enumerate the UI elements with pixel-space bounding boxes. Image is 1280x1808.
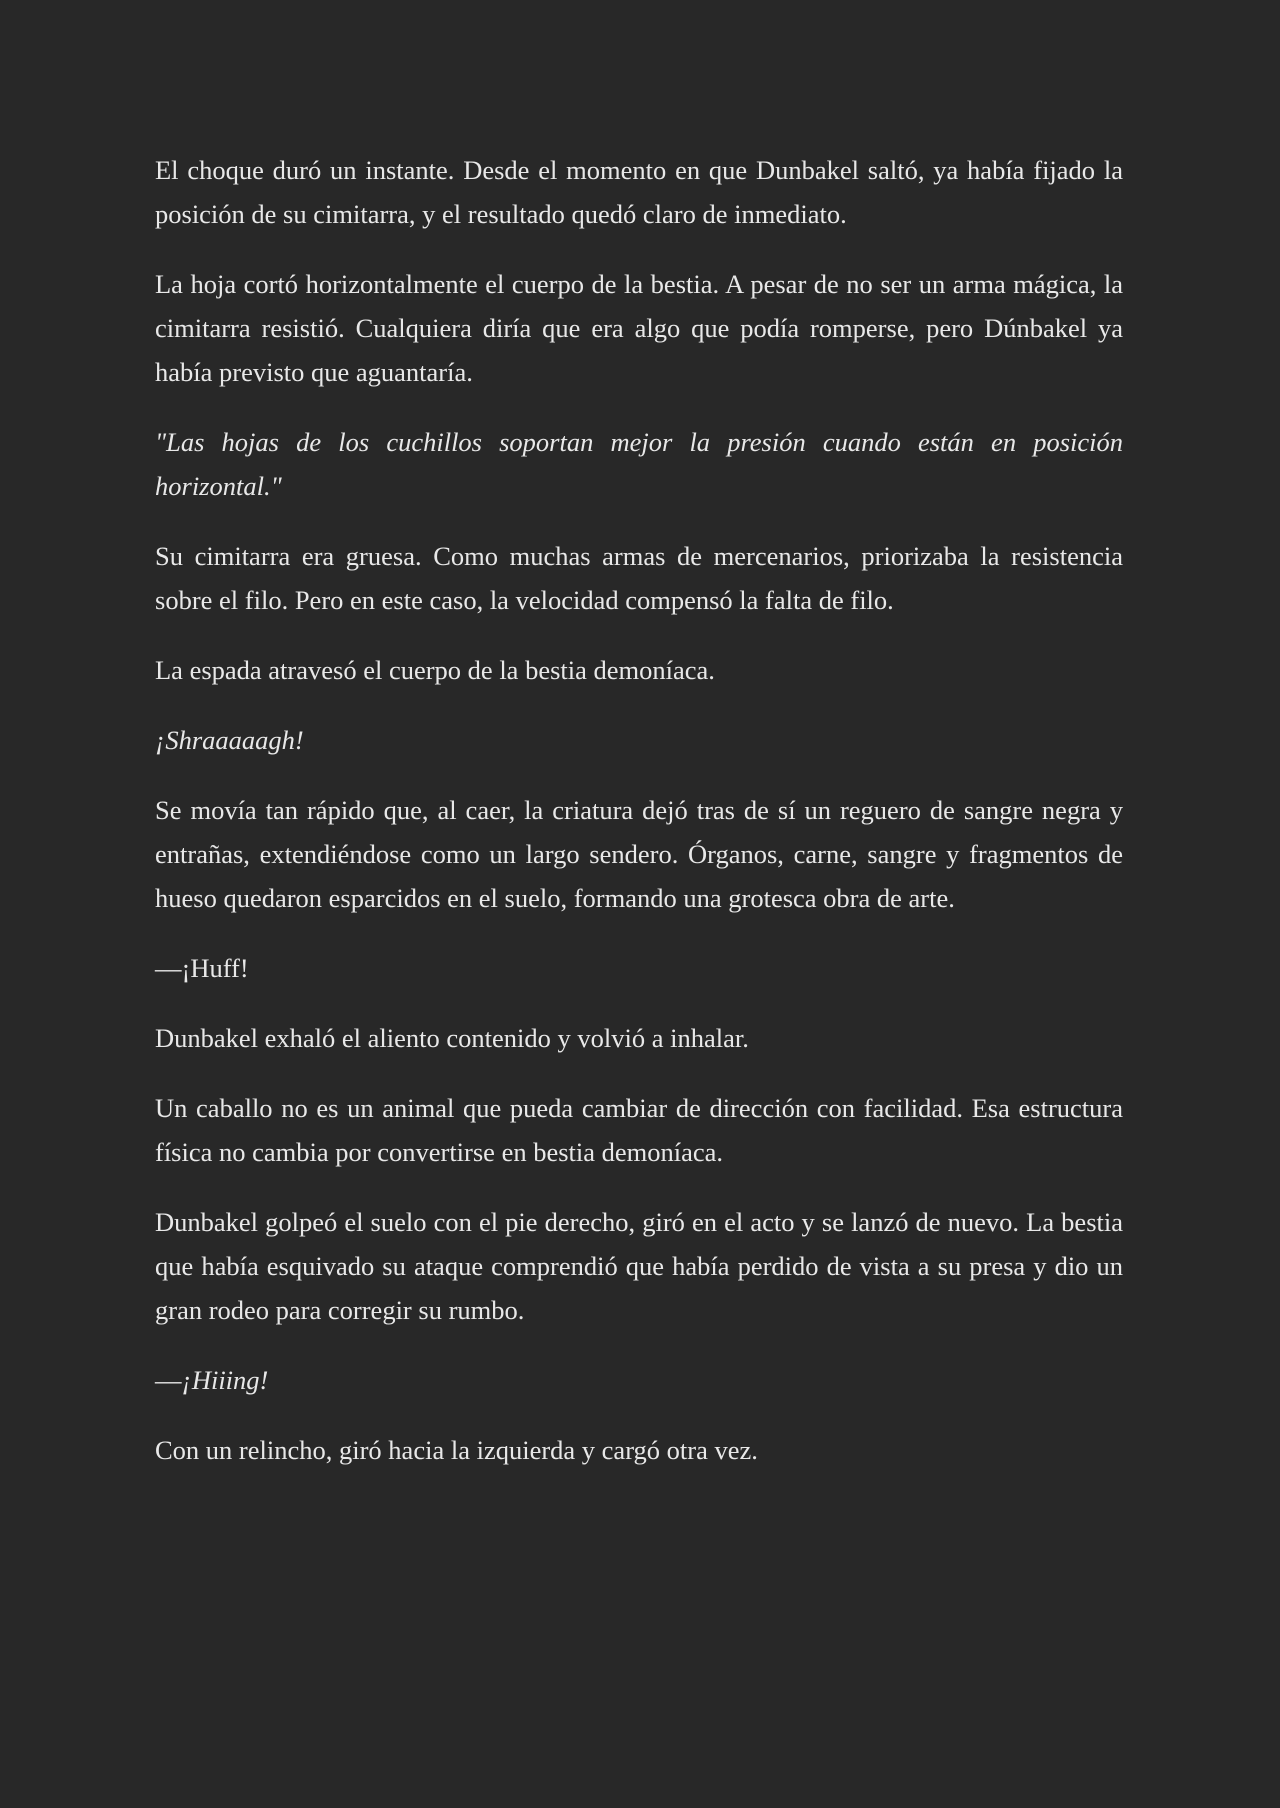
paragraph: La espada atravesó el cuerpo de la bestia demoníaca.: [155, 655, 715, 685]
paragraph: Un caballo no es un animal que pueda cambiar de dirección con facilidad. Esa estructura física no cambia por convertirse en bestia demoníaca.: [155, 1093, 1123, 1167]
paragraph: Dunbakel exhaló el aliento contenido y volvió a inhalar.: [155, 1023, 749, 1053]
dialogue-dash: —: [155, 1365, 182, 1395]
paragraph: La hoja cortó horizontalmente el cuerpo de la bestia. A pesar de no ser un arma mágica, la cimitarra resistió. Cualquiera diría que era algo que podía romperse, pero Dúnbakel ya había previsto que aguantaría.: [155, 269, 1123, 387]
paragraph: Con un relincho, giró hacia la izquierda y cargó otra vez.: [155, 1435, 758, 1465]
sound-effect: ¡Shraaaaagh!: [155, 725, 304, 755]
sound-effect-line: [155, 1358, 1123, 1402]
dialogue-line: —¡Huff!: [155, 953, 249, 983]
chapter-text: [155, 148, 1123, 1498]
quoted-thought: "Las hojas de los cuchillos soportan mejor la presión cuando están en posición horizontal.": [155, 427, 1123, 501]
paragraph: El choque duró un instante. Desde el momento en que Dunbakel saltó, ya había fijado la posición de su cimitarra, y el resultado quedó claro de inmediato.: [155, 155, 1123, 229]
paragraph: Dunbakel golpeó el suelo con el pie derecho, giró en el acto y se lanzó de nuevo. La bestia que había esquivado su ataque comprendió que había perdido de vista a su presa y dio un gran rodeo para corregir su rumbo.: [155, 1207, 1123, 1325]
sound-effect: ¡Hiiing!: [181, 1365, 269, 1395]
paragraph: Su cimitarra era gruesa. Como muchas armas de mercenarios, priorizaba la resistencia sobre el filo. Pero en este caso, la velocidad compensó la falta de filo.: [155, 541, 1123, 615]
paragraph: Se movía tan rápido que, al caer, la criatura dejó tras de sí un reguero de sangre negra y entrañas, extendiéndose como un largo sendero. Órganos, carne, sangre y fragmentos de hueso quedaron esparcidos en el suelo, formando una grotesca obra de arte.: [155, 795, 1123, 913]
